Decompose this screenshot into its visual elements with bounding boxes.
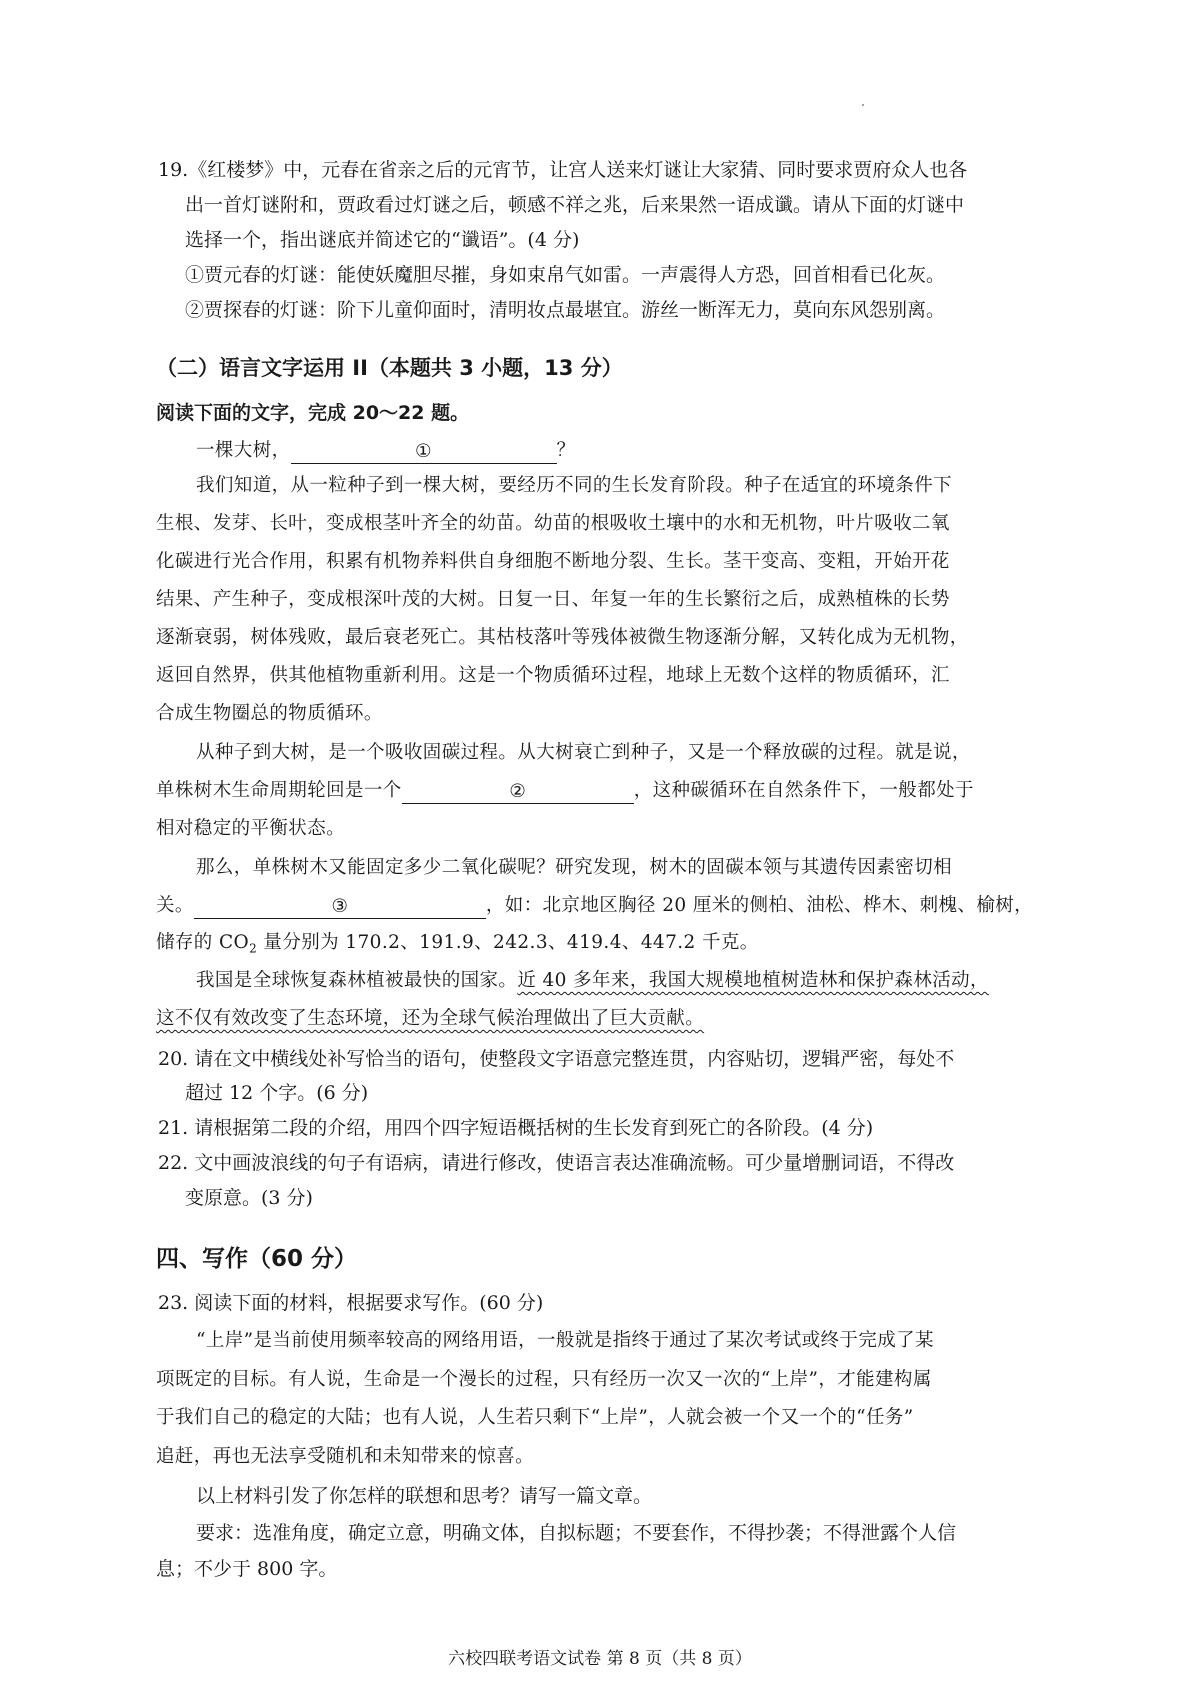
co2-values: 量分别为 170.2、191.9、242.3、419.4、447.2 千克。 xyxy=(257,932,759,953)
material-line: 追赶，再也无法享受随机和未知带来的惊喜。 xyxy=(156,1446,535,1467)
blank-2: ② xyxy=(402,779,634,804)
q23: 23. 阅读下面的材料，根据要求写作。(60 分) xyxy=(158,1292,544,1314)
section-4-heading: 四、写作（60 分） xyxy=(156,1246,358,1272)
passage-p1 xyxy=(196,438,575,464)
p4-suffix: ，如：北京地区胸径 20 厘米的侧柏、油松、桦木、刺槐、榆树， xyxy=(485,895,1034,916)
q21: 21. 请根据第二段的介绍，用四个四字短语概括树的生长发育到死亡的各阶段。(4 分) xyxy=(158,1117,874,1139)
p4-prefix: 关。 xyxy=(156,895,194,916)
p5-wavy-sentence-2: 这不仅有效改变了生态环境，还为全球气候治理做出了巨大贡献。 xyxy=(156,1008,705,1029)
material-line: 项既定的目标。有人说，生命是一个漫长的过程，只有经历一次又一次的“上岸”，才能建构属 xyxy=(156,1369,932,1390)
passage-p4-line-1: 那么，单株树木又能固定多少二氧化碳呢？研究发现，树木的固碳本领与其遗传因素密切相 xyxy=(196,857,953,878)
writing-prompt: 以上材料引发了你怎样的联想和思考？请写一篇文章。 xyxy=(196,1485,653,1507)
p5-wavy-sentence-1: 近 40 多年来，我国大规模地植树造林和保护森林活动， xyxy=(517,970,989,991)
material-line: 于我们自己的稳定的大陆；也有人说，人生若只剩下“上岸”，人就会被一个又一个的“任务” xyxy=(156,1407,914,1428)
passage-p2-line: 生根、发芽、长叶，变成根茎叶齐全的幼苗。幼苗的根吸收土壤中的水和无机物，叶片吸收二氧 xyxy=(156,513,950,534)
passage-p2-line: 返回自然界，供其他植物重新利用。这是一个物质循环过程，地球上无数个这样的物质循环，汇 xyxy=(156,665,950,686)
p1-prefix: 一棵大树， xyxy=(196,440,291,461)
passage-p3-line-1: 从种子到大树，是一个吸收固碳过程。从大树衰亡到种子，又是一个释放碳的过程。就是说， xyxy=(196,742,971,763)
requirements-line-1: 要求：选准角度，确定立意，明确文体，自拟标题；不要套作，不得抄袭；不得泄露个人信 xyxy=(196,1522,957,1544)
passage-p2-line: 逐渐衰弱，树体残败，最后衰老死亡。其枯枝落叶等残体被微生物逐渐分解，又转化成为无机物， xyxy=(156,627,969,648)
passage-p5-line-1 xyxy=(196,968,989,994)
passage-p3-line-2 xyxy=(156,778,974,804)
passage-p2-line: 结果、产生种子，变成根深叶茂的大树。日复一日、年复一年的生长繁衍之后，成熟植株的长势 xyxy=(156,589,950,610)
q20-line-2: 超过 12 个字。(6 分) xyxy=(185,1082,369,1104)
passage-p2-line: 我们知道，从一粒种子到一棵大树，要经历不同的生长发育阶段。种子在适宜的环境条件下 xyxy=(196,475,953,496)
passage-p2-line: 合成生物圈总的物质循环。 xyxy=(156,703,383,724)
blank-3: ③ xyxy=(194,894,486,919)
passage-p5-line-2 xyxy=(156,1006,704,1032)
q19-option-2: ②贾探春的灯谜：阶下儿童仰面时，清明妆点最堪宜。游丝一断浑无力，莫向东风怨别离。 xyxy=(185,299,946,321)
q19-line-1: 19.《红楼梦》中，元春在省亲之后的元宵节，让宫人送来灯谜让大家猜、同时要求贾府众人也各 xyxy=(158,159,968,181)
material-line: “上岸”是当前使用频率较高的网络用语，一般就是指终于通过了某次考试或终于完成了某 xyxy=(196,1330,934,1351)
p3-prefix: 单株树木生命周期轮回是一个 xyxy=(156,780,402,801)
page-footer: 六校四联考语文试卷 第 8 页（共 8 页） xyxy=(448,1649,752,1669)
q19-option-1: ①贾元春的灯谜：能使妖魔胆尽摧，身如束帛气如雷。一声震得人方恐，回首相看已化灰。 xyxy=(185,264,946,286)
co2-subscript: 2 xyxy=(249,941,258,956)
passage-p4-line-3 xyxy=(156,930,759,962)
p3-suffix: ，这种碳循环在自然条件下，一般都处于 xyxy=(633,780,974,801)
passage-p4-line-2 xyxy=(156,893,1033,919)
passage-p2-line: 化碳进行光合作用，积累有机物养料供自身细胞不断地分裂、生长。茎干变高、变粗，开始开花 xyxy=(156,551,950,572)
section-2-heading: （二）语言文字运用 II（本题共 3 小题，13 分） xyxy=(156,356,623,380)
q19-line-3: 选择一个，指出谜底并简述它的“谶语”。(4 分) xyxy=(185,229,580,251)
blank-1: ① xyxy=(291,439,557,464)
p1-suffix: ？ xyxy=(556,440,576,461)
p5-plain: 我国是全球恢复森林植被最快的国家。 xyxy=(196,970,518,991)
q20-line-1: 20. 请在文中横线处补写恰当的语句，使整段文字语意完整连贯，内容贴切，逻辑严密，每处不 xyxy=(158,1048,955,1070)
q22-line-1: 22. 文中画波浪线的句子有语病，请进行修改，使语言表达准确流畅。可少量增删词语，不得改 xyxy=(158,1152,955,1174)
requirements-line-2: 息；不少于 800 字。 xyxy=(156,1558,338,1580)
co2-label: 储存的 CO xyxy=(156,932,250,953)
q22-line-2: 变原意。(3 分) xyxy=(185,1187,313,1209)
section-2-instruction: 阅读下面的文字，完成 20～22 题。 xyxy=(156,402,470,424)
passage-p3-line-3: 相对稳定的平衡状态。 xyxy=(156,818,346,839)
q19-line-2: 出一首灯谜附和，贾政看过灯谜之后，顿感不祥之兆，后来果然一语成谶。请从下面的灯谜中 xyxy=(185,194,965,216)
scan-speck xyxy=(862,104,864,106)
